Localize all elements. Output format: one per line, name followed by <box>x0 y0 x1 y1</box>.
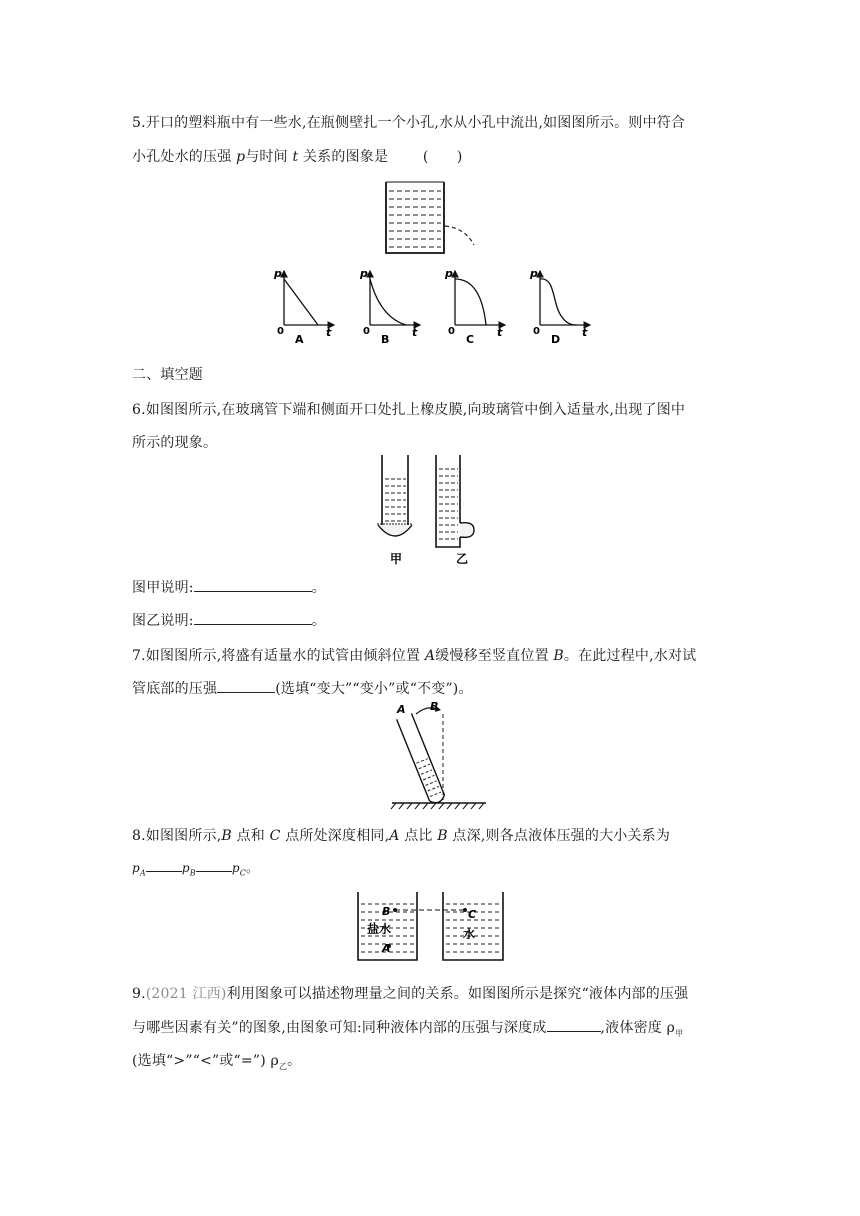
q8-text: 点所处深度相同, <box>280 828 390 844</box>
var-p: p <box>236 149 246 165</box>
answer-blank[interactable] <box>194 610 312 625</box>
var-b: B <box>437 828 448 844</box>
q9-line1 <box>132 983 688 1003</box>
origin-label: 0 <box>448 326 455 337</box>
label-jia: 甲 <box>390 552 403 566</box>
q8-line2 <box>132 859 258 877</box>
graphs-abcd <box>270 265 600 347</box>
point-b-label: B <box>382 905 391 918</box>
q9-text: 利用图象可以描述物理量之间的关系。如图图所示是探究“液体内部的压强 <box>226 986 689 1002</box>
var-p: p <box>231 861 240 875</box>
sub-a: A <box>139 868 146 878</box>
answer-label: 图甲说明: <box>132 580 194 596</box>
q5-text: 与时间 <box>245 149 293 165</box>
q7-text: 。在此过程中,水对试 <box>563 648 697 664</box>
q8-text: 点深,则各点液体压强的大小关系为 <box>447 828 671 844</box>
q5-text: 小孔处水的压强 <box>132 149 237 165</box>
q9-line2 <box>132 1017 683 1039</box>
q8-line1 <box>132 825 670 845</box>
q8-text: 点和 <box>231 828 270 844</box>
answer-paren: ( ) <box>422 149 463 165</box>
bottle-figure <box>383 178 483 258</box>
graph-label-a: A <box>295 333 304 346</box>
q9-number: 9. <box>132 986 146 1002</box>
sub-c: C <box>239 868 247 878</box>
section-heading: 二、填空题 <box>132 367 203 383</box>
q7-text: 7.如图图所示,将盛有适量水的试管由倾斜位置 <box>132 648 425 664</box>
test-tube-figure <box>390 700 490 815</box>
q6-line2: 所示的现象。 <box>132 435 218 451</box>
period: 。 <box>311 580 326 596</box>
var-t: t <box>292 149 299 165</box>
graph-d <box>529 267 590 346</box>
q5-line2 <box>132 146 463 166</box>
answer-blank[interactable] <box>547 1017 601 1032</box>
var-a: A <box>389 828 400 844</box>
point-b-label: B <box>430 700 439 713</box>
period: 。 <box>287 1053 302 1069</box>
sub-b: B <box>189 868 196 878</box>
point-a-label: A <box>382 942 391 955</box>
q8-text: 8.如图图所示, <box>132 828 222 844</box>
label-water: 水 <box>463 927 476 941</box>
graph-label-d: D <box>551 333 561 346</box>
axis-p-label: p <box>360 267 368 280</box>
axis-p-label: p <box>530 267 538 280</box>
q9-text: (选填“>”“<”或“=”) ρ <box>132 1053 279 1069</box>
answer-blank[interactable] <box>217 678 275 693</box>
axis-p-label: p <box>274 267 282 280</box>
axis-t-label: t <box>326 326 332 339</box>
axis-p-label: p <box>445 267 453 280</box>
graph-a <box>273 267 334 346</box>
q5-line1: 5.开口的塑料瓶中有一些水,在瓶侧壁扎一个小孔,水从小孔中流出,如图图所示。则中符合 <box>132 115 686 131</box>
q7-text: 管底部的压强 <box>132 681 218 697</box>
graph-label-c: C <box>466 333 475 346</box>
sub-yi: 乙 <box>278 1061 288 1071</box>
period: 。 <box>246 861 259 875</box>
graph-c <box>444 267 505 346</box>
answer-blank[interactable] <box>196 859 232 872</box>
q6-answer-2 <box>132 610 326 630</box>
origin-label: 0 <box>363 326 370 337</box>
answer-blank[interactable] <box>194 577 312 592</box>
point-c-label: C <box>468 908 477 921</box>
q7-text: 缓慢移至竖直位置 <box>435 648 554 664</box>
var-p: p <box>132 861 140 875</box>
q5-text: 关系的图象是 <box>298 149 389 165</box>
q7-line1 <box>132 645 696 665</box>
answer-blank[interactable] <box>146 859 182 872</box>
origin-label: 0 <box>277 326 284 337</box>
axis-t-label: t <box>582 326 588 339</box>
origin-label: 0 <box>533 326 540 337</box>
var-p: p <box>181 861 190 875</box>
containers-figure <box>355 890 515 965</box>
var-a: A <box>424 648 436 664</box>
label-salt-water: 盐水 <box>367 922 392 936</box>
point-a-label: A <box>397 703 406 716</box>
period: 。 <box>311 613 326 629</box>
graph-label-b: B <box>381 333 390 346</box>
tubes-figure <box>370 455 500 570</box>
axis-t-label: t <box>412 326 418 339</box>
sub-jia: 甲 <box>675 1028 684 1038</box>
q9-text: ,液体密度 ρ <box>600 1020 676 1036</box>
var-b: B <box>221 828 232 844</box>
var-c: C <box>269 828 281 844</box>
answer-label: 图乙说明: <box>132 613 194 629</box>
q7-line2 <box>132 678 473 698</box>
var-b: B <box>553 648 564 664</box>
label-yi: 乙 <box>456 552 469 566</box>
q9-source: (2021 江西) <box>145 986 227 1002</box>
graph-b <box>359 267 420 346</box>
q6-line1: 6.如图图所示,在玻璃管下端和侧面开口处扎上橡皮膜,向玻璃管中倒入适量水,出现了图中 <box>132 402 686 418</box>
q9-line3 <box>132 1050 301 1072</box>
axis-t-label: t <box>497 326 503 339</box>
q8-text: 点比 <box>399 828 438 844</box>
q9-text: 与哪些因素有关”的图象,由图象可知:同种液体内部的压强与深度成 <box>132 1020 547 1036</box>
q6-answer-1 <box>132 577 326 597</box>
q7-text: (选填“变大”“变小”或“不变”)。 <box>275 681 473 697</box>
